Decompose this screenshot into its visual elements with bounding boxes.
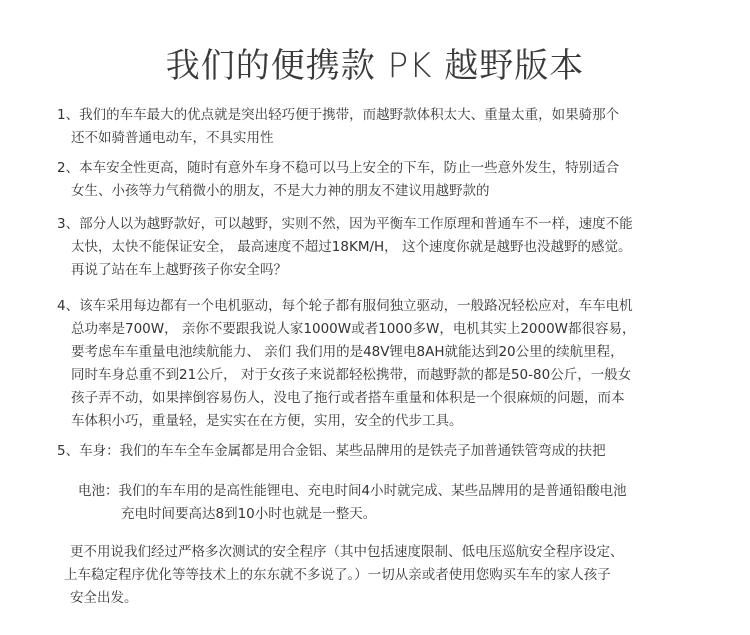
- page-title: 我们的便携款 PK 越野版本: [165, 46, 585, 86]
- battery-line-1: 电池：我们的车车用的是高性能锂电、充电时间4小时就完成、某些品牌用的是普通铅酸电池: [78, 483, 627, 499]
- section-3: [57, 213, 633, 282]
- section-battery: [78, 480, 627, 526]
- section-3-line-2: 太快，太快不能保证安全， 最高速度不超过18KM/H， 这个速度你就是越野也没越野的感觉。: [71, 239, 632, 255]
- section-2: [57, 157, 619, 203]
- section-5: [57, 440, 606, 463]
- section-1: [57, 104, 619, 150]
- section-3-line-3: 再说了站在车上越野孩子你安全吗？: [71, 262, 287, 278]
- section-2-line-1: 2、本车安全性更高，随时有意外车身不稳可以马上安全的下车，防止一些意外发生，特别适合: [57, 160, 620, 176]
- section-3-line-1: 3、部分人以为越野款好，可以越野，实则不然，因为平衡车工作原理和普通车不一样，速度不能: [57, 216, 633, 232]
- section-4-line-4: 同时车身总重不到21公斤， 对于女孩子来说都轻松携带，而越野款的都是50-80公斤，一般女: [71, 367, 632, 383]
- section-1-line-2: 还不如骑普通电动车，不具实用性: [71, 130, 274, 146]
- closing-line-3: 安全出发。: [70, 590, 138, 606]
- battery-line-2: 充电时间要高达8到10小时也就是一整天。: [121, 506, 377, 522]
- section-4-line-1: 4、该车采用每边都有一个电机驱动，每个轮子都有服伺独立驱动，一般路况轻松应对，车车电机: [57, 298, 633, 314]
- section-4-line-3: 要考虑车车重量电池续航能力、 亲们 我们用的是48V锂电8AH就能达到20公里的续航里程，: [71, 344, 624, 360]
- section-2-line-2: 女生、小孩等力气稍微小的朋友，不是大力神的朋友不建议用越野款的: [71, 183, 490, 199]
- section-5-line-1: 5、车身：我们的车车全车金属都是用合金铝、某些品牌用的是铁壳子加普通铁管弯成的扶把: [57, 443, 606, 459]
- section-closing: [64, 541, 624, 610]
- section-4-line-2: 总功率是700W， 亲你不要跟我说人家1000W或者1000多W，电机其实上2000W都很容易，: [71, 321, 636, 337]
- section-4: [57, 295, 636, 433]
- closing-line-2: 上车稳定程序优化等等技术上的东东就不多说了。）一切从亲或者使用您购买车车的家人孩子: [64, 567, 611, 583]
- section-4-line-5: 孩子弄不动，如果摔倒容易伤人，没电了拖行或者搭车重量和体积是一个很麻烦的问题，而本: [71, 390, 625, 406]
- closing-line-1: 更不用说我们经过严格多次测试的安全程序（其中包括速度限制、低电压巡航安全程序设定、: [70, 544, 624, 560]
- section-4-line-6: 车体积小巧，重量轻，是实实在在方便，实用，安全的代步工具。: [71, 413, 463, 429]
- section-1-line-1: 1、我们的车车最大的优点就是突出轻巧便于携带，而越野款体积太大、重量太重，如果骑那个: [57, 107, 620, 123]
